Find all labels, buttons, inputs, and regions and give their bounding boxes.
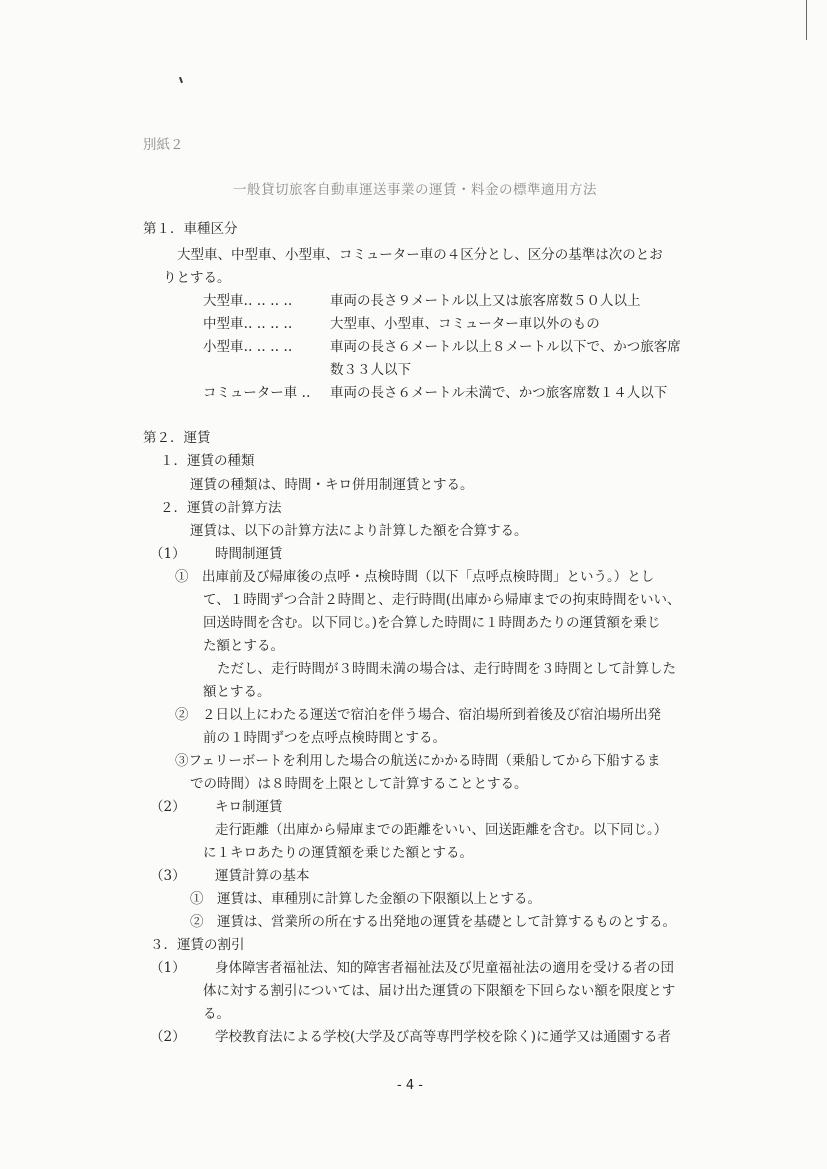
vehicle-medium-name: 中型車‥ ‥ ‥ ‥ (203, 316, 293, 332)
section-2-heading: 第２．運賃 (143, 430, 211, 446)
para-3-2: ② 運賃は、営業所の所在する出発地の運賃を基礎として計算するものとする。 (190, 914, 676, 930)
para-3-heading: 運賃計算の基本 (215, 868, 310, 884)
section-1-intro-line2: りとする。 (163, 270, 231, 286)
discount-2-line1: 学校教育法による学校(大学及び高等専門学校を除く)に通学又は通園する者 (215, 1029, 672, 1045)
discount-1-line2: 体に対する割引については、届け出た運賃の下限額を下回らない額を限度とす (203, 983, 676, 999)
para-1-2-line1: ② ２日以上にわたる運送で宿泊を伴う場合、宿泊場所到着後及び宿泊場所出発 (175, 707, 661, 723)
section-1-intro-line1: 大型車、中型車、小型車、コミューター車の４区分とし、区分の基準は次のとお (177, 247, 663, 263)
para-1-3-line1: ③フェリーボートを利用した場合の航送にかかる時間（乗船してから下船するま (175, 753, 661, 769)
vehicle-small-name: 小型車‥ ‥ ‥ ‥ (203, 339, 293, 355)
item-2-heading: ２．運賃の計算方法 (160, 500, 282, 516)
para-1-heading: 時間制運賃 (215, 546, 283, 562)
para-2-text-line1: 走行距離（出庫から帰庫までの距離をいい、回送距離を含む。以下同じ。） (215, 822, 668, 838)
item-2-text: 運賃は、以下の計算方法により計算した額を合算する。 (190, 523, 528, 539)
item-3-heading: ３．運賃の割引 (150, 937, 245, 953)
para-3-1: ① 運賃は、車種別に計算した金額の下限額以上とする。 (190, 891, 541, 907)
para-1-1-line1: ① 出庫前及び帰庫後の点呼・点検時間（以下「点呼点検時間」という。）とし (175, 569, 655, 585)
para-2-text-line2: に１キロあたりの運賃額を乗じた額とする。 (203, 845, 473, 861)
vehicle-small-desc-line2: 数３３人以下 (330, 362, 411, 378)
vehicle-medium-desc: 大型車、小型車、コミューター車以外のもの (330, 316, 600, 332)
para-1-2-line2: 前の１時間ずつを点呼点検時間とする。 (203, 730, 446, 746)
scan-speck (179, 77, 183, 83)
discount-1-line1: 身体障害者福祉法、知的障害者福祉法及び児童福祉法の適用を受ける者の団 (215, 960, 674, 976)
para-3-label: （3） (150, 868, 186, 884)
para-1-label: （1） (150, 546, 186, 562)
para-2-label: （2） (150, 799, 186, 815)
para-1-1-line2: て、１時間ずつ合計２時間と、走行時間(出庫から帰庫までの拘束時間をいい、 (203, 592, 681, 608)
discount-1-label: （1） (150, 960, 186, 976)
attachment-label: 別紙２ (143, 137, 184, 153)
vehicle-large-desc: 車両の長さ９メートル以上又は旅客席数５０人以上 (330, 293, 641, 309)
vehicle-commuter-desc: 車両の長さ６メートル未満で、かつ旅客席数１４人以下 (330, 385, 668, 401)
discount-2-label: （2） (150, 1029, 186, 1045)
scan-edge-mark (806, 0, 807, 40)
item-1-heading: １．運賃の種類 (160, 453, 255, 469)
vehicle-large-name: 大型車‥ ‥ ‥ ‥ (203, 293, 293, 309)
discount-1-line3: る。 (203, 1006, 230, 1022)
para-1-1-line4: た額とする。 (203, 638, 284, 654)
section-1-heading: 第１．車種区分 (143, 221, 238, 237)
para-1-3-line2: での時間）は８時間を上限として計算することとする。 (190, 776, 528, 792)
para-1-1b-line2: 額とする。 (203, 684, 271, 700)
item-1-text: 運賃の種類は、時間・キロ併用制運賃とする。 (190, 477, 474, 493)
para-1-1b-line1: ただし、走行時間が３時間未満の場合は、走行時間を３時間として計算した (217, 661, 676, 677)
vehicle-small-desc-line1: 車両の長さ６メートル以上８メートル以下で、かつ旅客席 (330, 339, 681, 355)
page-number: - 4 - (397, 1078, 423, 1093)
para-1-1-line3: 回送時間を含む。以下同じ。)を合算した時間に１時間あたりの運賃額を乗じ (203, 615, 661, 631)
vehicle-commuter-name: コミューター車 ‥ (203, 385, 311, 401)
para-2-heading: キロ制運賃 (215, 799, 283, 815)
document-title: 一般貸切旅客自動車運送事業の運賃・料金の標準適用方法 (233, 182, 597, 198)
